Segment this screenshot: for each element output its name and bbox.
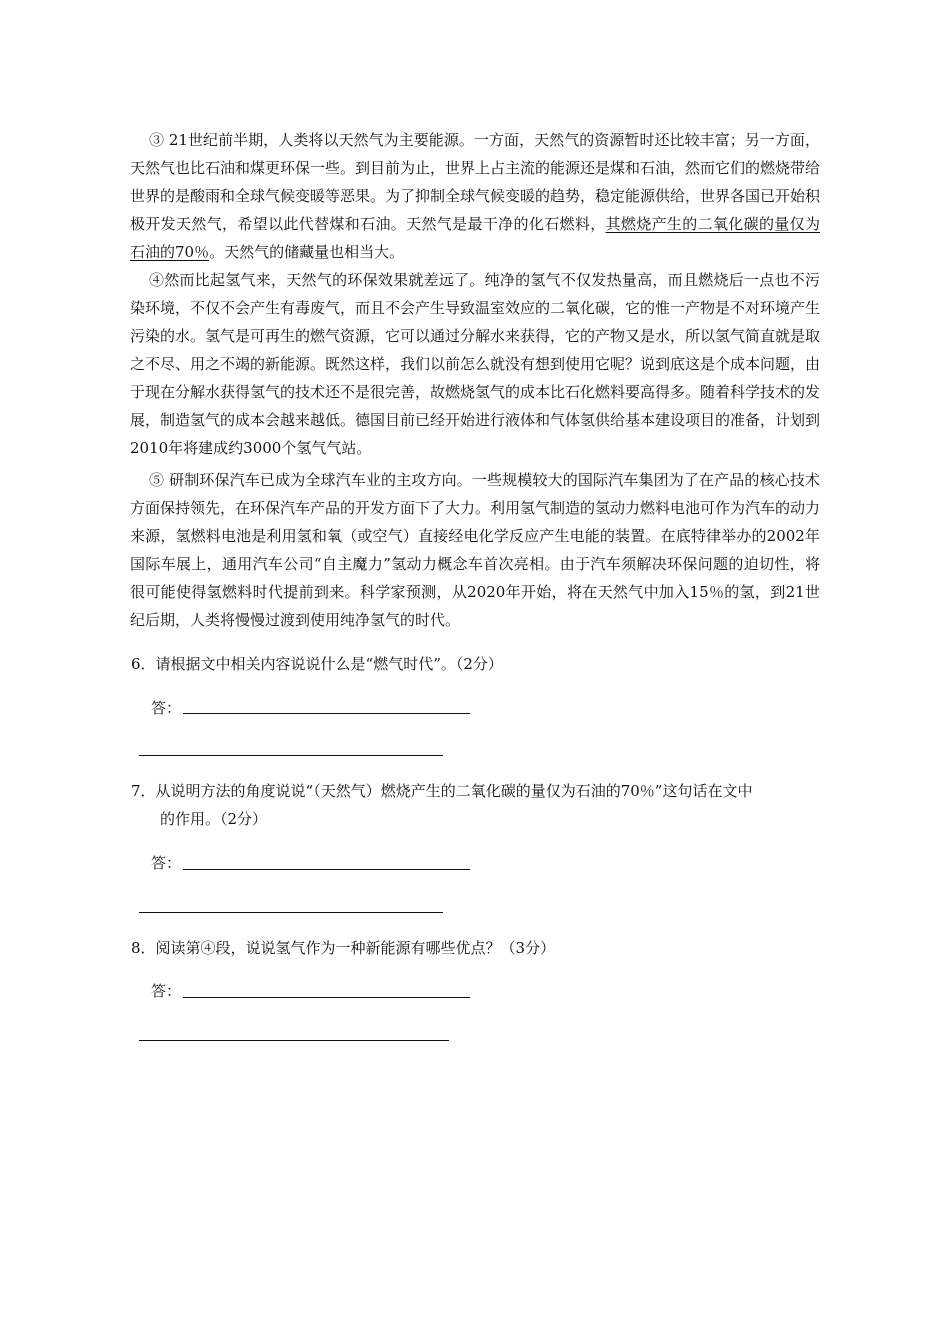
paragraph-text: 21世纪前半期，人类将以天然气为主要能源。一方面，天然气的资源暂时还比较丰富；另一方面，天然气也比石油和煤更环保一些。到目前为止，世界上占主流的能源还是煤和石油，然而它们的燃烧带给世界的是酸雨和全球气候变暖等恶果。为了抑制全球气候变暖的趋势，稳定能源供给，世界各国已开始积极开发天然气，希望以此代替煤和石油。天然气是最干净的化石燃料， <box>130 131 821 233</box>
paragraph-text: 然而比起氢气来，天然气的环保效果就差远了。纯净的氢气不仅发热量高，而且燃烧后一点也不污染环境，不仅不会产生有毒废气，而且不会产生导致温室效应的二氧化碳，它的惟一产物是不对环境产生污染的水。氢气是可再生的燃气资源，它可以通过分解水来获得，它的产物又是水，所以氢气简直就是取之不尽、用之不竭的新能源。既然这样，我们以前怎么就没有想到使用它呢？说到底这是个成本问题，由于现在分解水获得氢气的技术还不是很完善，故燃烧氢气的成本比石化燃料要高得多。随着科学技术的发展，制造氢气的成本会越来越低。德国目前已经开始进行液体和气体氢供给基本建设项目的准备，计划到2010年将建成约3000个氢气气站。 <box>130 271 821 457</box>
question-6 <box>131 650 823 678</box>
paragraph-4 <box>130 266 820 462</box>
answer-line[interactable] <box>183 997 470 998</box>
answer-label: 答： <box>151 699 182 717</box>
underlined-sentence: 其燃烧产生的二氧化碳的量仅为石油的70％ <box>130 215 820 261</box>
paragraph-5 <box>130 466 820 634</box>
question-text-continuation: 的作用。（2分） <box>160 810 268 828</box>
question-text: 阅读第④段，说说氢气作为一种新能源有哪些优点？（3分） <box>155 939 556 957</box>
paragraph-3 <box>130 126 820 266</box>
question-text: 请根据文中相关内容说说什么是“燃气时代”。（2分） <box>155 655 503 673</box>
answer-line[interactable] <box>139 912 443 913</box>
paragraph-text: 研制环保汽车已成为全球汽车业的主攻方向。一些规模较大的国际汽车集团为了在产品的核心技术方面保持领先，在环保汽车产品的开发方面下了大力。利用氢气制造的氢动力燃料电池可作为汽车的动力来源，氢燃料电池是利用氢和氧（或空气）直接经电化学反应产生电能的装置。在底特律举办的2002年国际车展上，通用汽车公司“自主魔力”氢动力概念车首次亮相。由于汽车须解决环保问题的迫切性，将很可能使得氢燃料时代提前到来。科学家预测，从2020年开始，将在天然气中加入15％的氢，到21世纪后期，人类将慢慢过渡到使用纯净氢气的时代。 <box>130 471 821 629</box>
paragraph-marker: ④ <box>149 271 165 289</box>
answer-line[interactable] <box>139 755 443 756</box>
answer-label: 答： <box>151 982 182 1000</box>
paragraph-marker: ③ <box>149 131 165 149</box>
question-text: 从说明方法的角度说说“（天然气）燃烧产生的二氧化碳的量仅为石油的70％”这句话在文中 <box>155 782 753 800</box>
answer-label: 答： <box>151 854 182 872</box>
paragraph-text-end: 。天然气的储藏量也相当大。 <box>209 243 405 261</box>
answer-line[interactable] <box>139 1040 449 1041</box>
answer-line[interactable] <box>183 713 470 714</box>
question-number: 7． <box>131 782 156 800</box>
question-number: 8． <box>131 939 156 957</box>
question-7 <box>131 777 823 833</box>
answer-line[interactable] <box>183 869 470 870</box>
paragraph-marker: ⑤ <box>149 471 165 489</box>
question-number: 6． <box>131 655 156 673</box>
question-8 <box>131 934 823 962</box>
